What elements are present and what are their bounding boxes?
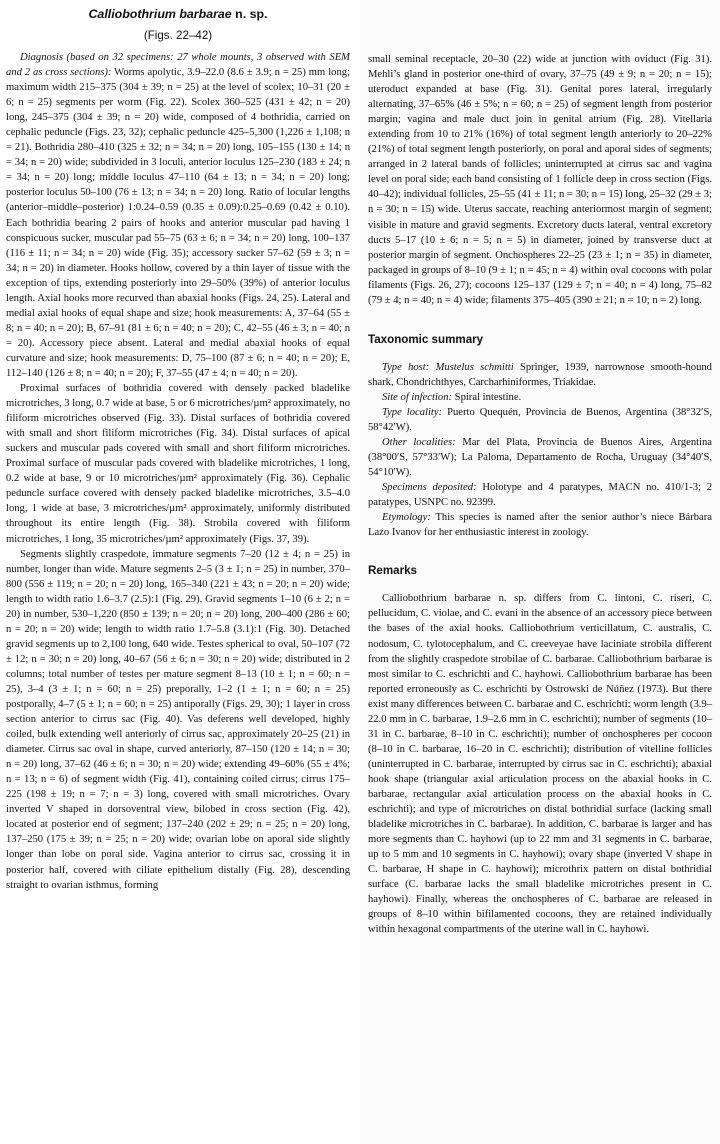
other-localities-entry xyxy=(368,435,712,480)
figures-reference: (Figs. 22–42) xyxy=(143,29,213,42)
etymology-text: This species is named after the senior author’s niece Bárbara Lazo Ivanov for her enthusiastic interest in zoology. xyxy=(368,512,712,539)
species-suffix: n. sp. xyxy=(231,7,268,21)
specimens-entry xyxy=(368,480,712,510)
type-host-label: Type host: xyxy=(382,361,430,373)
type-host-text: Springer, 1939, narrownose smooth-hound shark, Chondrichthyes, Carcharhiniformes, Triakidae. xyxy=(368,361,712,388)
other-text: Mar del Plata, Provincia de Buenos Aires, Argentina (38°00′S, 57°33′W); La Paloma, Departamento de Rocha, Uruguay (34°40′S, 54°10′W). xyxy=(368,437,712,479)
type-locality-entry xyxy=(368,405,712,435)
site-text: Spiral intestine. xyxy=(452,391,522,403)
taxonomic-summary-heading: Taxonomic summary xyxy=(368,332,484,346)
species-title xyxy=(6,6,350,22)
species-name: Calliobothrium barbarae xyxy=(88,7,232,21)
segments-paragraph-continued: small seminal receptacle, 20–30 (22) wide at junction with oviduct (Fig. 31). Mehli’s gland in posterior one-third of ovary, 37–75 (49 ± 9; n = 20; n = 15); uteroduct expanded at base (Fig. 31). Genital pores lateral, irregularly alternating, 37–65% (46 ± 5%; n = 60; n = 25) of segment length from posterior margin; vagina and male duct join in genital atrium (Fig. 28). Vitellaria extending from 10 to 21% (16%) of total segment length anteriorly to 20–22% (21%) of total segment length posteriorly, on poral and aporal sides of segments; arranged in 2 lateral bands of follicles; uninterrupted at cirrus sac and vagina level on poral side; each band consisting of 1 follicle deep in cross section (Figs. 40–42); individual follicles, 25–55 (41 ± 11; n = 30; n = 15) long, 25–32 (29 ± 3; n = 30; n = 15) wide. Uterus saccate, reaching anteriormost margin of segment; visible in mature and gravid segments. Excretory ducts lateral, ventral excretory ducts 5–17 (10 ± 6; n = 5; n = 5) in diameter, joined by transverse duct at posterior margin of segment. Onchospheres 22–25 (23 ± 1; n = 35) in diameter, packaged in groups of 8–10 (9 ± 1; n = 45; n = 4) within oval cocoons with polar filaments (Figs. 26, 27); cocoons 125–137 (129 ± 7; n = 40; n = 4) long, 75–82 (79 ± 4; n = 40; n = 4) wide; filaments 375–405 (390 ± 21; n = 10; n = 2) long. xyxy=(368,54,712,306)
left-column xyxy=(6,0,350,1144)
column-top-gap xyxy=(368,0,712,52)
remarks-heading: Remarks xyxy=(368,564,417,578)
remarks-paragraph: Calliobothrium barbarae n. sp. differs from C. lintoni, C. riseri, C. pellucidum, C. violae, and C. evani in the absence of an accessory piece between the bases of the axial hooks. Calliobothrium verticillatum, C. australis, C. nodosum, C. tylotocephalum, and C. creeveyae have laciniate strobila different from the slightly craspedote strobilae of C. barbarae. Calliobothrium barbarae is most similar to C. eschrichti and C. hayhowi. Calliobothrium barbarae has been reported erroneously as C. eschrichti by Ostrowski de Núñez (1973). But there exist many differences between C. barbarae and C. eschrichti: worm length (3.9–22.0 mm in C. barbarae, 1.9–2.6 mm in C. eschrichti); number of segments (10–31 in C. barbarae, 8–10 in C. eschrichti); number of onchospheres per cocoon (8–10 in C. barbarae, 16–20 in C. eschrichti); distribution of vitelline follicles (uninterrupted in C. barbarae, interrupted by cirrus sac in C. eschrichti); abaxial hook shape (triangular axial articulation process on the abaxial hooks in C. barbarae, rectangular axial articulation process on the abaxial hooks in C. eschrichti); and type of microtriches on distal bothridial surface (lacking small bladelike microtriches in C. barbarae). In addition, C. barbarae is larger and has more segments than C. hayhowi (up to 22 mm and 31 segments in C. barbarae, up to 5 mm and 10 segments in C. hayhowi); ovary shape (inverted V shape in C. barbarae, H shape in C. hayhowi); microthrix pattern on distal bothridial surface (C. barbarae lacks the small bladelike microtriches present in C. hayhowi). Finally, whereas the onchospheres of C. barbarae are released in groups of 8–10 within bifilamented cocoons, they are retained individually within hexagonal compartments of the uterine wall in C. hayhowi. xyxy=(368,593,712,936)
etymology-entry xyxy=(368,510,712,540)
site-label: Site of infection: xyxy=(382,391,453,403)
right-column xyxy=(360,0,720,1144)
specimens-text: Holotype and 4 paratypes, MACN no. 410/1-3; 2 paratypes, USNPC no. 92399. xyxy=(368,482,712,509)
diagnosis-paragraph xyxy=(6,50,350,381)
type-host-entry xyxy=(368,360,712,390)
site-of-infection-entry xyxy=(368,390,712,405)
other-label: Other localities: xyxy=(382,437,456,449)
locality-text: Puerto Quequén, Provincia de Buenos, Argentina (38°32′S, 58°42′W). xyxy=(368,406,712,433)
etymology-label: Etymology: xyxy=(382,512,431,524)
specimens-label: Specimens deposited: xyxy=(382,482,477,494)
type-host-species: Mustelus schmitti xyxy=(429,361,514,373)
segments-paragraph: Segments slightly craspedote, immature segments 7–20 (12 ± 4; n = 25) in number, longer than wide. Mature segments 2–5 (3 ± 1; n = 25) in number, 370–800 (556 ± 119; n = 20; n = 20) long, 165–340 (221 ± 43; n = 20; n = 20) wide; length to width ratio 1.6–3.7 (2.5):1 (Fig. 29). Gravid segments 1–10 (6 ± 2; n = 20) in number, 530–1,220 (850 ± 139; n = 20; n = 20) long, 200–400 (286 ± 60; n = 20; n = 20) wide; length to width ratio 1.7–5.8 (3.1):1 (Fig. 30). Detached gravid segments up to 2,100 long, 640 wide. Testes spherical to oval, 50–107 (72 ± 12; n = 30; n = 20) long, 40–67 (56 ± 6; n = 30; n = 20) wide; distributed in 2 columns; total number of testes per mature segment 8–13 (10 ± 1; n = 60; n = 25), 3–4 (3 ± 1; n = 60; n = 25) preporally, 1–2 (1 ± 1; n = 60; n = 25) postporally, 4–7 (5 ± 1; n = 60; n = 25) antiporally (Figs. 29, 30); 1 layer in cross section anterior to cirrus sac (Fig. 40). Vas deferens well developed, highly coiled, bulk extending well anteriorly of cirrus sac, approximately 20–25 (21) in diameter. Cirrus sac oval in shape, curved anteriorly, 87–150 (120 ± 14; n = 30; n = 20) long, 37–62 (46 ± 6; n = 30; n = 20) wide; extending 49–60% (55 ± 4%; n = 13; n = 6) of segment width (Fig. 41), containing coiled cirrus; cirrus 175–225 (198 ± 19; n = 7; n = 3) long, covered with small microtriches. Ovary inverted V shaped in dorsoventral view, bilobed in cross section (Fig. 42), located at posterior end of segment; 137–240 (202 ± 29; n = 25; n = 20) long, 137–250 (175 ± 39; n = 25; n = 20) wide; ovarian lobe on aporal side slightly longer than lobe on poral side. Vagina anterior to cirrus sac, crossing it in posterior half, covered with ciliate epithelium distally (Fig. 28), descending straight to ovarian isthmus, forming xyxy=(6,548,350,891)
locality-label: Type locality: xyxy=(382,406,443,418)
diagnosis-lead: Diagnosis (based on 32 specimens: 27 whole mounts, 3 observed with SEM and 2 as cross sections): xyxy=(6,52,350,79)
diagnosis-text: Worms apolytic, 3.9–22.0 (8.6 ± 3.9; n = 25) mm long; maximum width 215–375 (304 ± 39; n = 25) at the level of scolex; 10–31 (20 ± 6; n = 25) segments per worm (Fig. 22). Scolex 360–525 (431 ± 42; n = 20) long, 245–375 (304 ± 39; n = 20) wide, composed of 4 bothridia, carried on cephalic peduncle (Figs. 23, 32); cephalic peduncle 425–5,300 (1,226 ± 1,108; n = 21). Bothridia 280–410 (325 ± 32; n = 34; n = 20) long, 105–155 (130 ± 14; n = 34; n = 20) wide; subdivided in 3 loculi, anterior loculus 125–230 (183 ± 24; n = 34; n = 20) long; middle loculus 47–110 (64 ± 13; n = 34; n = 20) long; posterior loculus 50–100 (76 ± 13; n = 34; n = 20) long. Ratio of locular lengths (anterior–middle–posterior) 1:0.24–0.59 (0.35 ± 0.09):0.25–0.69 (0.42 ± 0.10). Each bothridia bearing 2 pairs of hooks and anterior muscular pad having 1 conspicuous sucker, muscular pad 55–75 (63 ± 6; n = 34; n = 20) long, 100–137 (116 ± 11; n = 34; n = 20) wide (Fig. 35); accessory sucker 57–62 (59 ± 3; n = 34; n = 20) in diameter. Hooks hollow, covered by a thin layer of tissue with the exception of tips, extending posteriorly into 29–50% (39%) of anterior loculus length. Axial hooks more recurved than abaxial hooks (Figs. 24, 25). Lateral and medial axial hooks of equal shape and size; hook measurements: A, 37–64 (55 ± 8; n = 40; n = 20); B, 67–91 (81 ± 6; n = 40; n = 20); C, 42–55 (46 ± 3; n = 40; n = 20). Accessory piece absent. Lateral and medial abaxial hooks of equal curvature and size; hook measurements: D, 75–100 (87 ± 6; n = 40; n = 20); E, 112–140 (126 ± 8; n = 40; n = 20); F, 37–55 (47 ± 4; n = 40; n = 20). xyxy=(6,67,350,379)
microtriches-paragraph: Proximal surfaces of bothridia covered with densely packed bladelike microtriches, 3 long, 0.7 wide at base, 5 or 6 microtriches/µm² approximately, no filiform microtriches observed (Fig. 33). Distal surfaces of bothridia covered with small and short filiform microtriches (Fig. 34). Distal surfaces of apical suckers and muscular pads covered with small and short filiform microtriches. Proximal surface of muscular pads covered with bladelike microtriches, 1 long, 0.2 wide at base, 9 or 10 microtriches/µm² approximately (Fig. 36). Cephalic peduncle surface covered with densely packed bladelike microtriches, 3.5–4.0 long, 1 wide at base, 3 microtriches/µm² approximately, uniformly distributed throughout its entire length (Fig. 38). Strobila covered with filiform microtriches, 1 long, 35 microtriches/µm² approximately (Figs. 37, 39). xyxy=(6,383,350,545)
